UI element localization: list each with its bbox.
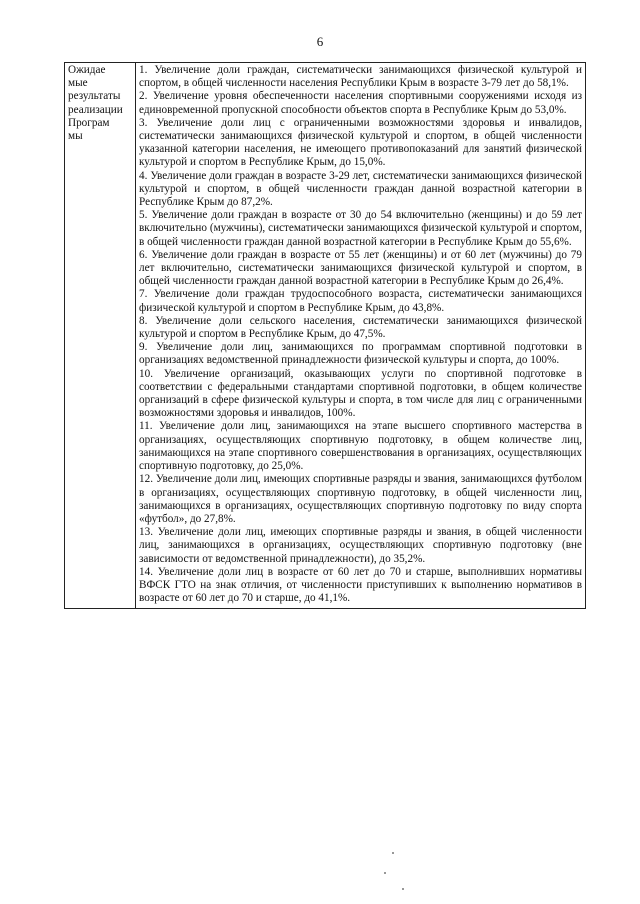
result-item: 6. Увеличение доли граждан в возрасте от 55 лет (женщины) и от 60 лет (мужчины) до 79 лет включительно, систематически занимающихся физической культурой и спортом, в общей численности граждан данной возрастной категории в Республике Крым до 26,4%. [139, 248, 582, 288]
scan-speck [402, 888, 404, 890]
result-item: 5. Увеличение доли граждан в возрасте от 30 до 54 включительно (женщины) и до 59 лет включительно (мужчины), систематически занимающихся физической культурой и спортом, в общей численности граждан данной возрастной категории в Республике Крым до 55,6%. [139, 209, 582, 248]
result-item: 11. Увеличение доли лиц, занимающихся на этапе высшего спортивного мастерства в организациях, осуществляющих спортивную подготовку, в общем количестве лиц, занимающихся на этапе спортивного совершенствования в организациях, осуществляющих спортивную подготовку, до 25,0%. [139, 420, 582, 473]
scan-speck [392, 852, 394, 854]
row-label-line: Програм [68, 116, 110, 129]
row-label-line: реализации [68, 103, 123, 116]
results-content-cell [136, 63, 586, 609]
row-label-line: результаты [68, 90, 121, 103]
row-label-line: Ожидае [68, 64, 106, 76]
page-number: 6 [316, 34, 324, 49]
result-item: 1. Увеличение доли граждан, систематически занимающихся физической культурой и спортом, в общей численности населения Республики Крым в возрасте 3-79 лет до 58,1%. [139, 64, 582, 90]
result-item: 9. Увеличение доли лиц, занимающихся по программам спортивной подготовки в организациях ведомственной принадлежности физической культуры и спорта, до 100%. [139, 341, 582, 367]
result-item: 4. Увеличение доли граждан в возрасте 3-29 лет, систематически занимающихся физической культурой и спортом, в общей численности граждан данной возрастной категории в Республике Крым до 87,2%. [139, 169, 582, 209]
results-row [65, 63, 586, 609]
result-item: 2. Увеличение уровня обеспеченности населения спортивными сооружениями исходя из единовременной пропускной способности объектов спорта в Республике Крым до 53,0%. [139, 90, 582, 116]
result-item: 13. Увеличение доли лиц, имеющих спортивные разряды и звания, в общей численности лиц, занимающихся в организациях, осуществляющих спортивную подготовку (вне зависимости от ведомственной принадлежности), до 35,2%. [139, 526, 582, 565]
scan-speck [384, 872, 386, 874]
result-item: 12. Увеличение доли лиц, имеющих спортивные разряды и звания, занимающихся футболом в организациях, осуществляющих спортивную подготовку, в общей численности лиц, занимающихся в организациях, осуществляющих спортивную подготовку по виду спорта «футбол», до 27,8%. [139, 473, 582, 525]
result-item: 7. Увеличение доли граждан трудоспособного возраста, систематически занимающихся физической культурой и спортом в Республике Крым, до 43,8%. [139, 288, 582, 314]
result-item: 3. Увеличение доли лиц с ограниченными возможностями здоровья и инвалидов, систематически занимающихся физической культурой и спортом, в общей численности указанной категории населения, не имеющего противопоказаний для занятий физической культурой и спортом в Республике Крым, до 15,0%. [139, 116, 582, 169]
result-item: 10. Увеличение организаций, оказывающих услуги по спортивной подготовке в соответствии с федеральными стандартами спортивной подготовки, в общем количестве организаций в сфере физической культуры и спорта, в том числе для лиц с ограниченными возможностями здоровья и инвалидов, 100%. [139, 367, 582, 420]
result-item: 14. Увеличение доли лиц в возрасте от 60 лет до 70 и старше, выполнивших нормативы ВФСК ГТО на знак отличия, от численности приступивших к выполнению нормативов в возрасте от 60 лет до 70 и старше, до 41,1%. [139, 565, 582, 605]
row-label-line: мые [68, 77, 88, 90]
results-table [64, 62, 586, 609]
row-label-cell [65, 63, 136, 609]
row-label-line: мы [68, 130, 83, 143]
result-item: 8. Увеличение доли сельского населения, систематически занимающихся физической культурой и спортом в Республике Крым, до 47,5%. [139, 314, 582, 341]
